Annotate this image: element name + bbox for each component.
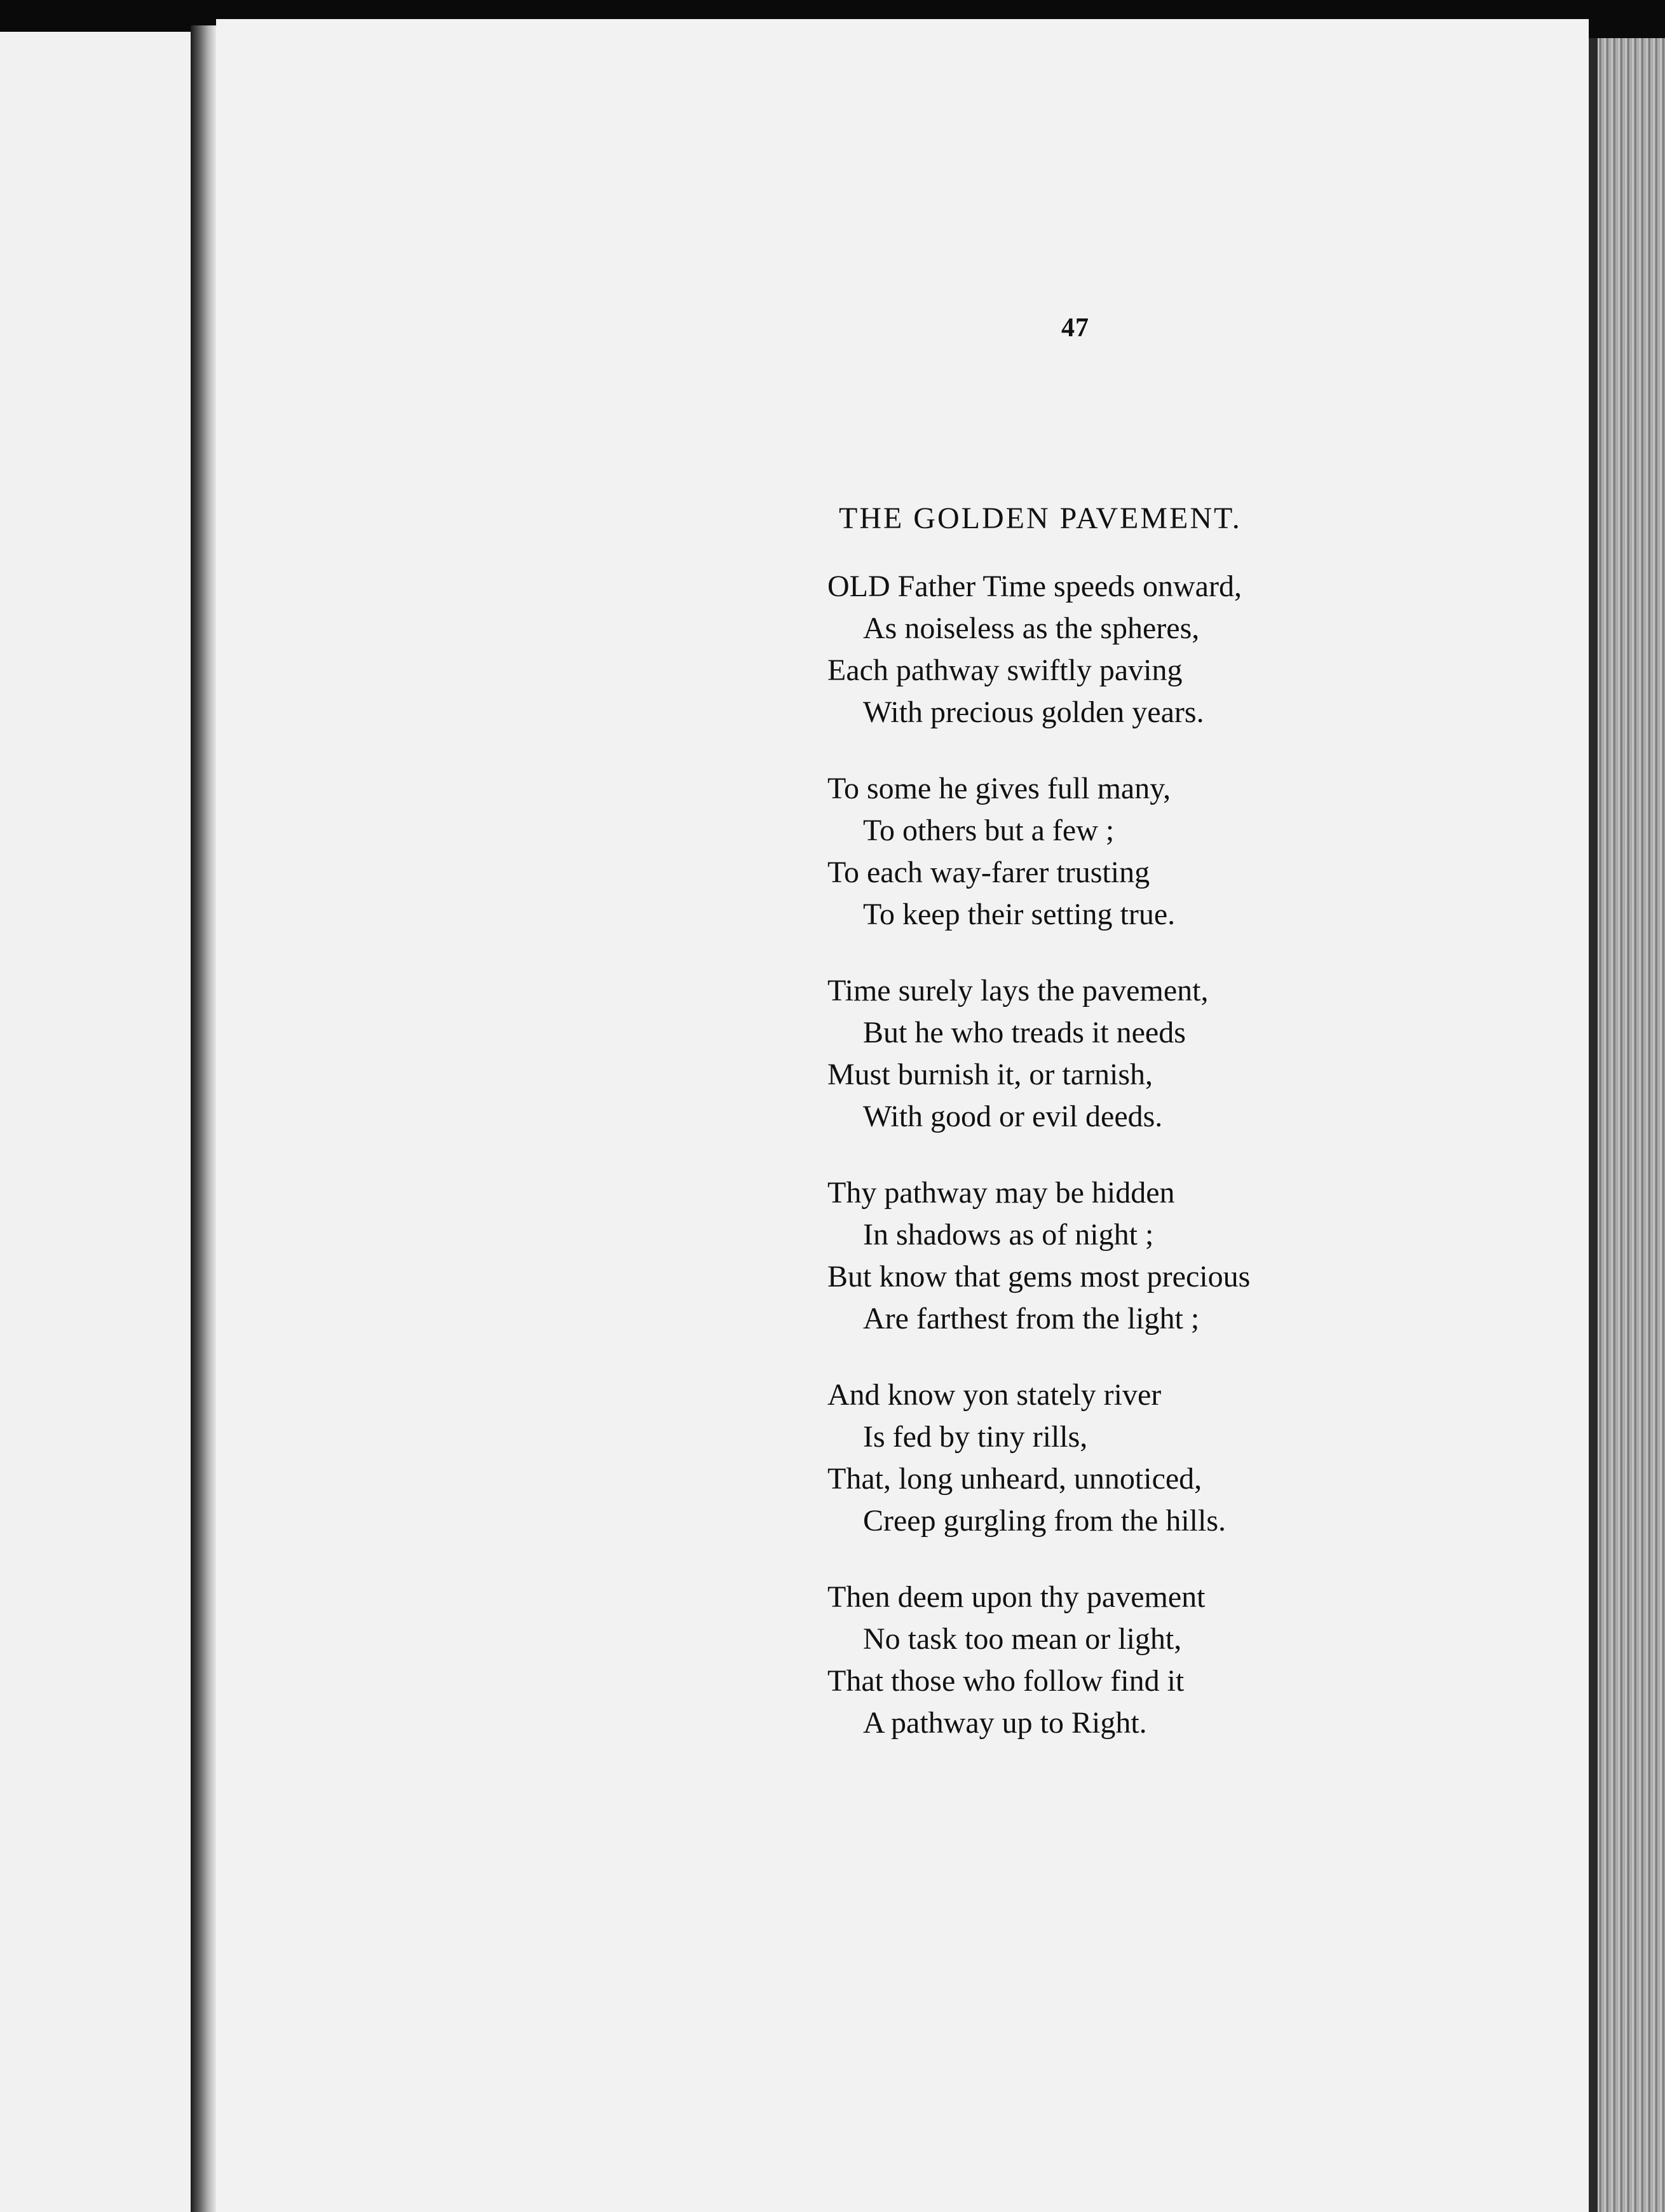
poem-line: No task too mean or light, xyxy=(863,1622,1182,1656)
poem-line: A pathway up to Right. xyxy=(863,1706,1147,1740)
poem-line: Must burnish it, or tarnish, xyxy=(827,1058,1153,1091)
poem-line: And know yon stately river xyxy=(827,1378,1162,1412)
stanza xyxy=(827,1172,1250,1340)
book-page xyxy=(216,19,1589,2212)
poem-line: Are farthest from the light ; xyxy=(863,1302,1200,1335)
poem-line: Time surely lays the pavement, xyxy=(827,974,1209,1007)
facing-page xyxy=(0,32,193,2212)
poem-line: Is fed by tiny rills, xyxy=(863,1420,1088,1454)
poem-line: To keep their setting true. xyxy=(863,898,1176,931)
poem-line: Then deem upon thy pavement xyxy=(827,1580,1206,1614)
line-text: Father Time speeds onward, xyxy=(890,570,1242,603)
book-gutter xyxy=(191,25,216,2212)
poem-line: As noiseless as the spheres, xyxy=(863,611,1200,645)
poem-line: To some he gives full many, xyxy=(827,772,1171,805)
poem-line: With precious golden years. xyxy=(863,695,1204,729)
poem-line: But he who treads it needs xyxy=(863,1016,1186,1049)
poem-line: Each pathway swiftly paving xyxy=(827,653,1183,687)
stanza xyxy=(827,1374,1250,1542)
poem-line: With good or evil deeds. xyxy=(863,1100,1163,1133)
stanza xyxy=(827,1576,1250,1744)
poem-line: Thy pathway may be hidden xyxy=(827,1176,1175,1210)
stanza xyxy=(827,566,1250,734)
poem-line: To each way-farer trusting xyxy=(827,856,1150,889)
poem-line: That, long unheard, unnoticed, xyxy=(827,1462,1202,1496)
poem-line: That those who follow find it xyxy=(827,1664,1185,1698)
poem-body xyxy=(827,566,1250,1778)
page-number: 47 xyxy=(1061,313,1089,343)
stanza xyxy=(827,768,1250,936)
page-edges xyxy=(1589,38,1665,2212)
stanza xyxy=(827,970,1250,1138)
drop-initial: O xyxy=(827,570,850,603)
poem-line: Creep gurgling from the hills. xyxy=(863,1504,1227,1538)
poem-line xyxy=(827,566,1250,608)
small-caps-word: LD xyxy=(849,570,890,603)
poem-title: THE GOLDEN PAVEMENT. xyxy=(839,502,1242,535)
poem-line: In shadows as of night ; xyxy=(863,1218,1154,1252)
poem-line: To others but a few ; xyxy=(863,814,1115,847)
poem-line: But know that gems most precious xyxy=(827,1260,1251,1294)
